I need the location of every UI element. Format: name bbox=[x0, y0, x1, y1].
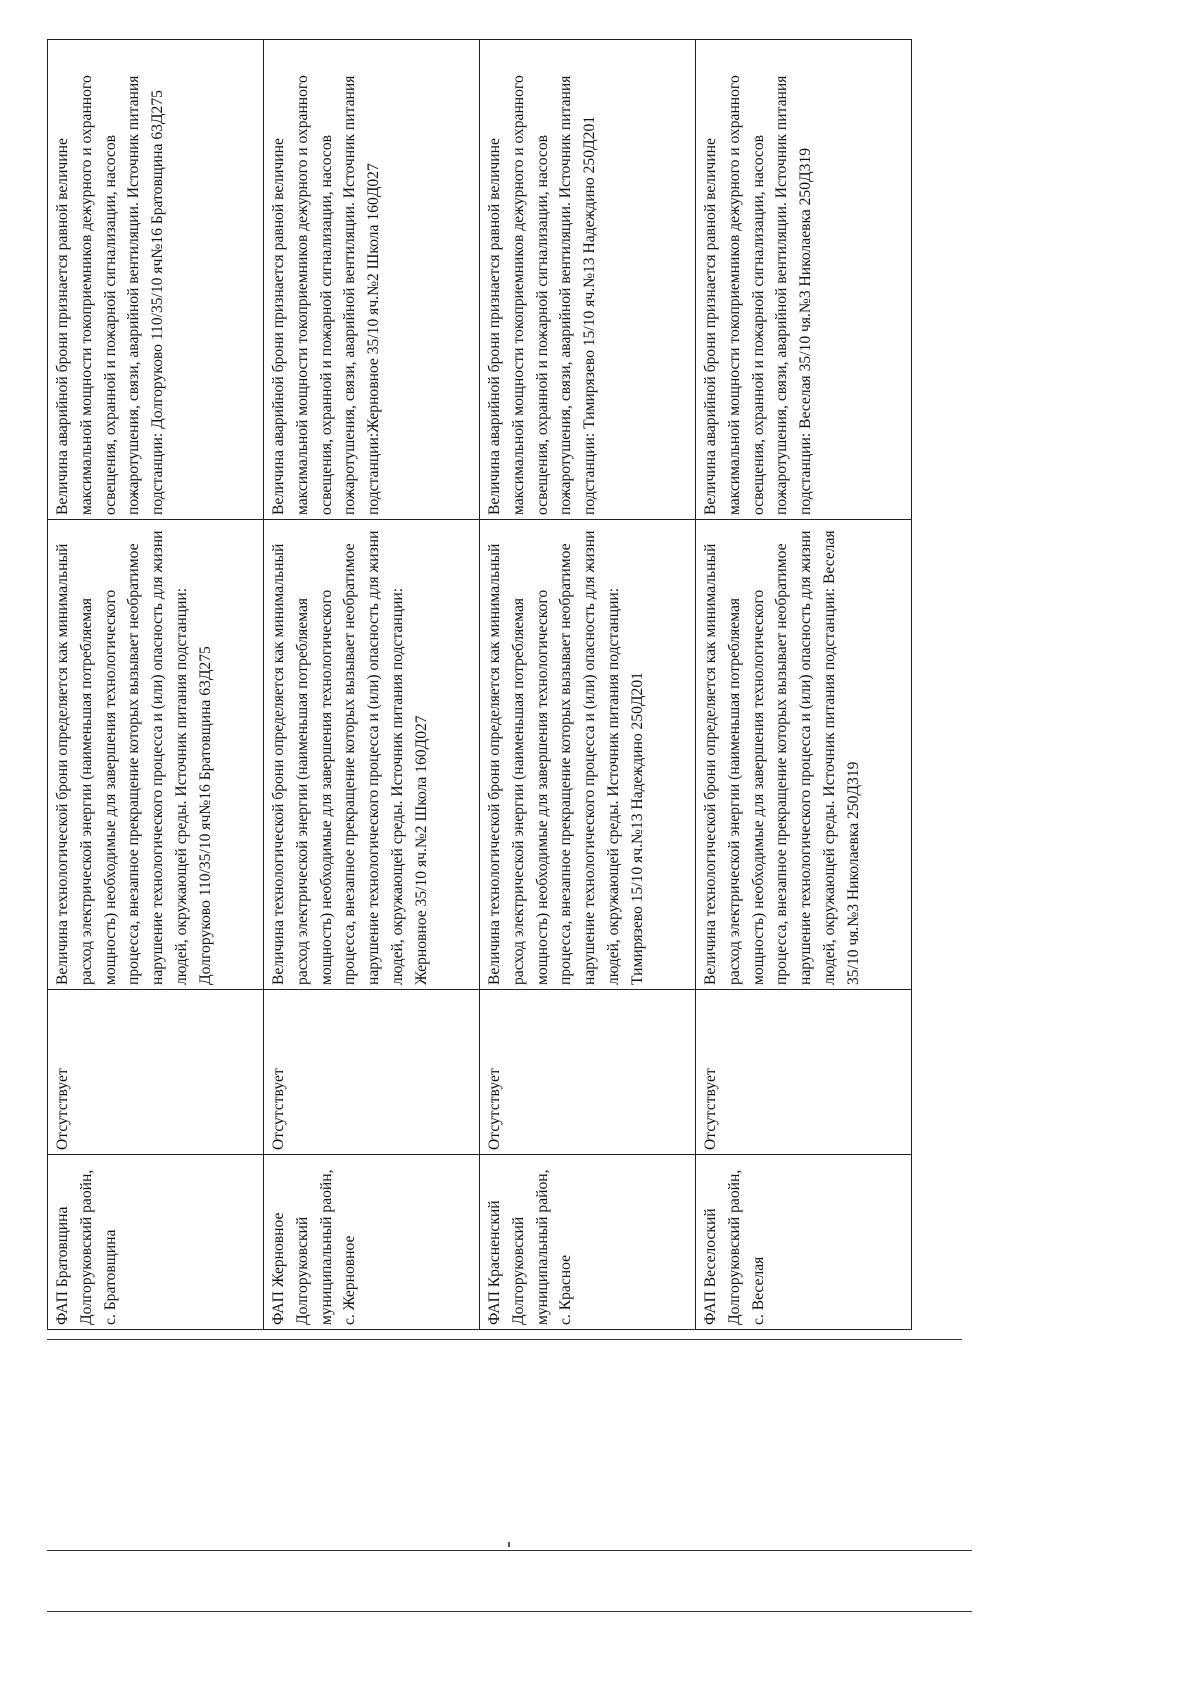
facility-name-cell: ФАП Веселоский Долгоруковский раойн, с. Веселая bbox=[696, 1155, 912, 1330]
emergency-reserve-cell: Величина аварийной брони признается равной величине максимальной мощности токоприемников дежурного и охранного освещения, охранной и пожарной сигнализации, насосов пожаротушения, связи, аварийной вентиляции. Источник питания подстанции: Тимирязево 15/10 яч.№13 Надеждино 250Д201 bbox=[480, 40, 696, 520]
status-cell: Отсутствует bbox=[48, 990, 264, 1155]
facility-name-cell: ФАП Братовщина Долгоруковский раойн, с. Братовщина bbox=[48, 1155, 264, 1330]
facility-name-cell: ФАП Жерновное Долгоруковский муниципальный раойн, с. Жерновное bbox=[264, 1155, 480, 1330]
emergency-reserve-cell: Величина аварийной брони признается равной величине максимальной мощности токоприемников дежурного и охранного освещения, охранной и пожарной сигнализации, насосов пожаротушения, связи, аварийной вентиляции. Источник питания подстанции: Веселая 35/10 чя.№3 Николаевка 250Д319 bbox=[696, 40, 912, 520]
rotated-table-wrapper bbox=[47, 40, 912, 1330]
technological-reserve-cell: Величина технологической брони определяется как минимальный расход электрической энергии (наименьшая потребляемая мощность) необходимые для завершения технологического процесса, внезапное прекращение которых вызывает необратимое нарушение технологического процесса и (или) опасность для жизни людей, окружающей среды. Источник питания подстанции: Жерновное 35/10 яч.№2 Школа 160Д027 bbox=[264, 520, 480, 990]
table-row bbox=[48, 40, 264, 1330]
status-cell: Отсутствует bbox=[264, 990, 480, 1155]
technological-reserve-cell: Величина технологической брони определяется как минимальный расход электрической энергии (наименьшая потребляемая мощность) необходимые для завершения технологического процесса, внезапное прекращение которых вызывает необратимое нарушение технологического процесса и (или) опасность для жизни людей, окружающей среды. Источник питания подстанции: Долгоруково 110/35/10 яч№16 Братовщина 63Д275 bbox=[48, 520, 264, 990]
technological-reserve-cell: Величина технологической брони определяется как минимальный расход электрической энергии (наименьшая потребляемая мощность) необходимые для завершения технологического процесса, внезапное прекращение которых вызывает необратимое нарушение технологического процесса и (или) опасность для жизни людей, окружающей среды. Источник питания подстанции: Веселая 35/10 чя.№3 Николаевка 250Д319 bbox=[696, 520, 912, 990]
emergency-reserve-cell: Величина аварийной брони признается равной величине максимальной мощности токоприемников дежурного и охранного освещения, охранной и пожарной сигнализации, насосов пожаротушения, связи, аварийной вентиляции. Источник питания подстанции: Долгоруково 110/35/10 яч№16 Братовщина 63Д275 bbox=[48, 40, 264, 520]
status-cell: Отсутствует bbox=[696, 990, 912, 1155]
status-cell: Отсутствует bbox=[480, 990, 696, 1155]
facility-name-cell: ФАП Красненский Долгоруковский муниципальный район, с. Красное bbox=[480, 1155, 696, 1330]
technological-reserve-cell: Величина технологической брони определяется как минимальный расход электрической энергии (наименьшая потребляемая мощность) необходимые для завершения технологического процесса, внезапное прекращение которых вызывает необратимое нарушение технологического процесса и (или) опасность для жизни людей, окружающей среды. Источник питания подстанции: Тимирязево 15/10 яч.№13 Надеждино 250Д201 bbox=[480, 520, 696, 990]
table-row bbox=[696, 40, 912, 1330]
fap-power-reserve-table bbox=[47, 39, 912, 1330]
scan-speck bbox=[508, 1542, 510, 1547]
horizontal-rule bbox=[47, 1339, 962, 1340]
table-row bbox=[264, 40, 480, 1330]
horizontal-rule bbox=[47, 1611, 972, 1612]
horizontal-rule bbox=[47, 1550, 972, 1551]
emergency-reserve-cell: Величина аварийной брони признается равной величине максимальной мощности токоприемников дежурного и охранного освещения, охранной и пожарной сигнализации, насосов пожаротушения, связи, аварийной вентиляции. Источник питания подстанции:Жерновное 35/10 яч.№2 Школа 160Д027 bbox=[264, 40, 480, 520]
table-row bbox=[480, 40, 696, 1330]
